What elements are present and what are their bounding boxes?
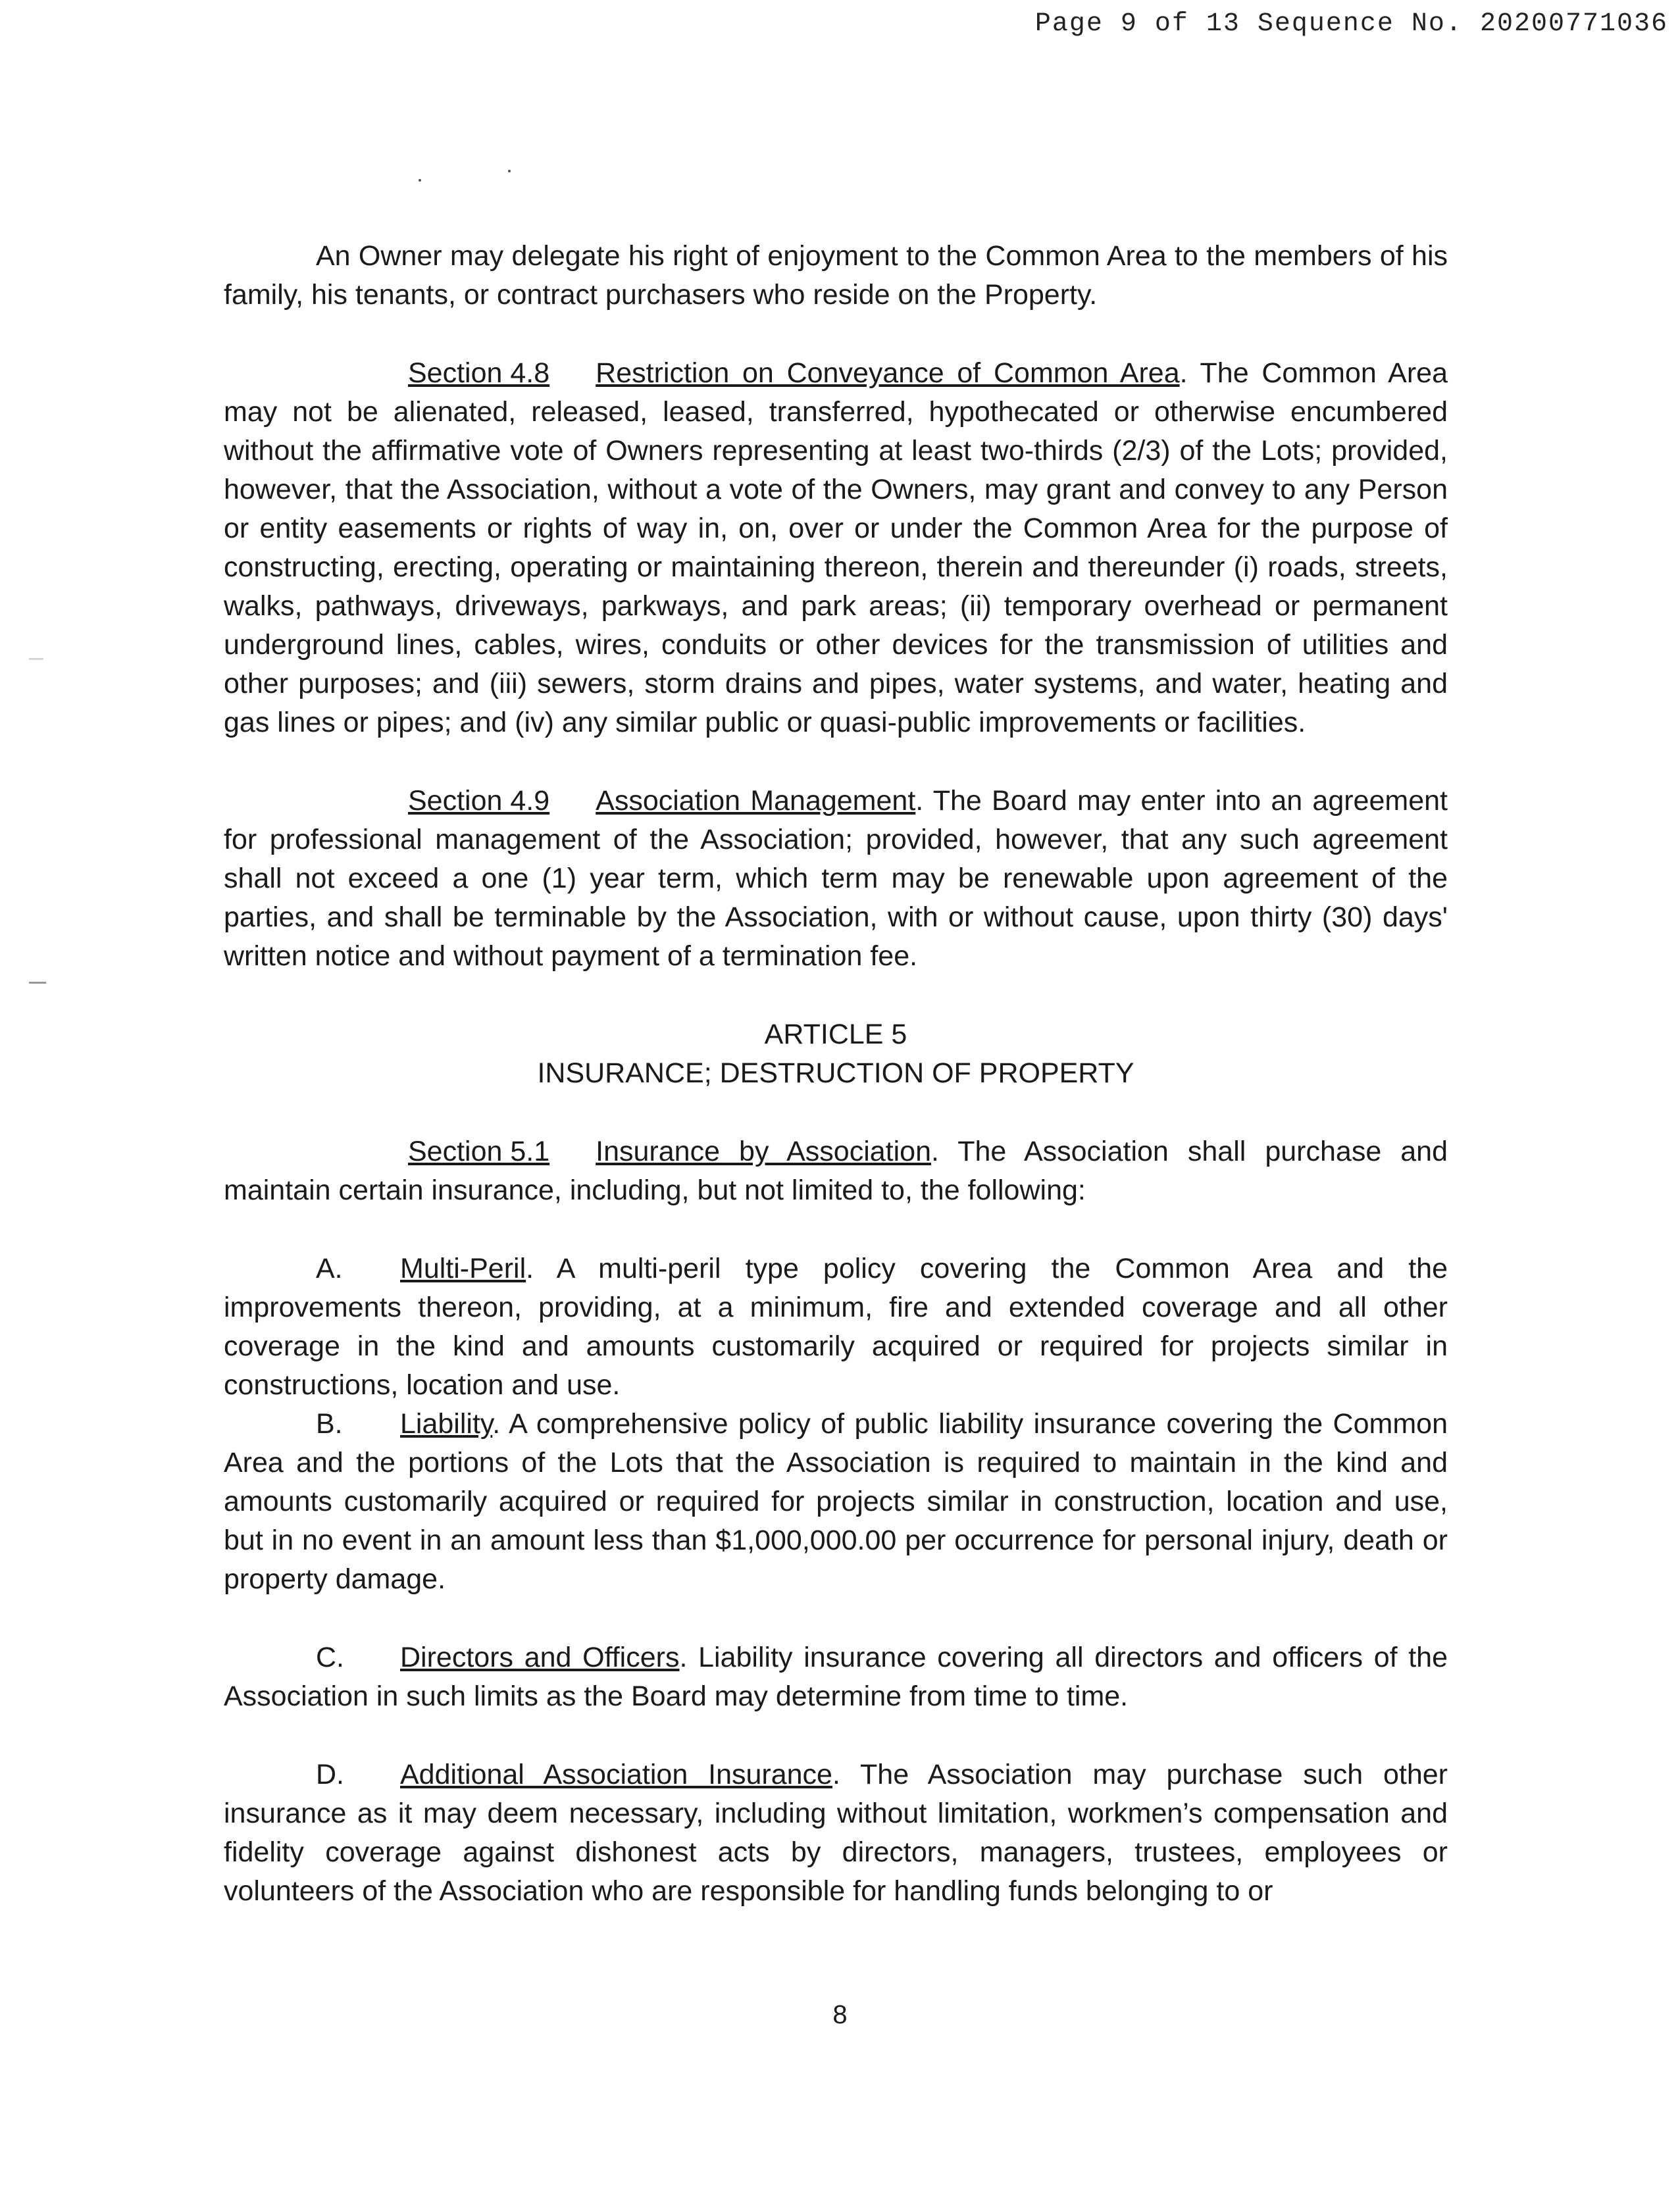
article-heading [224, 1015, 1448, 1093]
margin-mark [29, 658, 43, 660]
item-body: . A multi-peril type policy covering the Common Area and the improvements thereon, providing, at a minimum, fire and extended coverage and all other coverage in the kind and amounts customarily acquired or required for projects similar in constructions, location and use. [224, 1253, 1448, 1401]
section-body: . The Board may enter into an agreement for professional management of the Association; provided, however, that any such agreement shall not exceed a one (1) year term, which term may be renewable upon agreement of the parties, and shall be terminable by the Association, with or without cause, upon thirty (30) days' written notice and without payment of a termination fee. [224, 785, 1448, 972]
item-title: Directors and Officers [400, 1642, 680, 1673]
section-4-9 [224, 782, 1448, 976]
scan-speck [508, 170, 511, 172]
item-body: . Liability insurance covering all directors and officers of the Association in such limits as the Board may determine from time to time. [224, 1642, 1448, 1712]
section-5-1 [224, 1132, 1448, 1210]
section-body: . The Common Area may not be alienated, released, leased, transferred, hypothecated or otherwise encumbered without the affirmative vote of Owners representing at least two-thirds (2/3) of the Lots; provided, however, that the Association, without a vote of the Owners, may grant and convey to any Person or entity easements or rights of way in, on, over or under the Common Area for the purpose of constructing, erecting, operating or maintaining thereon, therein and thereunder (i) roads, streets, walks, pathways, driveways, parkways, and park areas; (ii) temporary overhead or permanent underground lines, cables, wires, conduits or other devices for the transmission of utilities and other purposes; and (iii) sewers, storm drains and pipes, water systems, and water, heating and gas lines or pipes; and (iv) any similar public or quasi-public improvements or facilities. [224, 357, 1448, 738]
section-title: Association Management [596, 785, 916, 817]
section-number: Section 4.8 [408, 357, 550, 389]
item-body: . The Association may purchase such other insurance as it may deem necessary, including without limitation, workmen’s compensation and fidelity coverage against dishonest acts by directors, managers, trustees, employees or volunteers of the Association who are responsible for handling funds belonging to or [224, 1759, 1448, 1907]
list-item-b [224, 1405, 1448, 1599]
paragraph-owner-delegation: An Owner may delegate his right of enjoyment to the Common Area to the members of his family, his tenants, or contract purchasers who reside on the Property. [224, 240, 1448, 311]
item-body: . A comprehensive policy of public liability insurance covering the Common Area and the portions of the Lots that the Association is required to maintain in the kind and amounts customarily acquired or required for projects similar in construction, location and use, but in no event in an amount less than $1,000,000.00 per occurrence for personal injury, death or property damage. [224, 1408, 1448, 1595]
margin-mark [29, 982, 46, 984]
list-item-d [224, 1755, 1448, 1911]
section-number: Section 4.9 [408, 785, 550, 817]
page-sequence-stamp: Page 9 of 13 Sequence No. 20200771036 [1034, 9, 1668, 39]
item-label: C. [316, 1642, 344, 1673]
scan-speck [419, 179, 421, 182]
page-number: 8 [832, 2000, 848, 2029]
item-label: A. [316, 1253, 343, 1284]
document-body [224, 237, 1448, 1911]
section-number: Section 5.1 [408, 1136, 550, 1167]
article-title: INSURANCE; DESTRUCTION OF PROPERTY [537, 1057, 1134, 1089]
article-number: ARTICLE 5 [764, 1019, 907, 1050]
section-body: . The Association shall purchase and maintain certain insurance, including, but not limited to, the following: [224, 1136, 1448, 1206]
item-title: Liability [400, 1408, 493, 1440]
item-title: Multi-Peril [400, 1253, 526, 1284]
list-item-c [224, 1638, 1448, 1716]
item-label: D. [316, 1759, 344, 1790]
section-title: Insurance by Association [596, 1136, 931, 1167]
item-label: B. [316, 1408, 343, 1440]
section-4-8 [224, 354, 1448, 742]
item-title: Additional Association Insurance [400, 1759, 832, 1790]
list-item-a [224, 1250, 1448, 1405]
section-title: Restriction on Conveyance of Common Area [596, 357, 1180, 389]
